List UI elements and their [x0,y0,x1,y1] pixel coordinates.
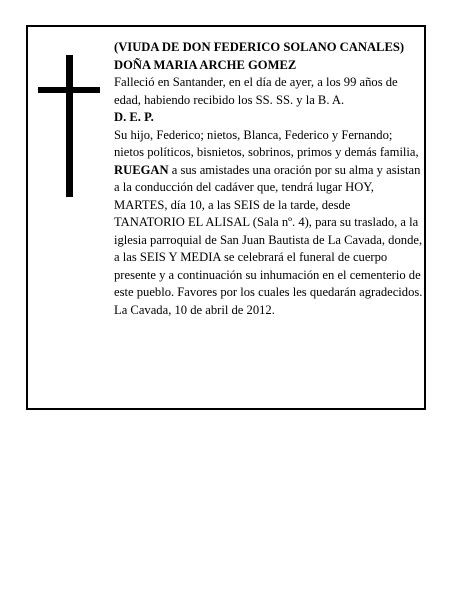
ruegan-label: RUEGAN [114,162,169,177]
place-date: La Cavada, 10 de abril de 2012. [114,302,275,317]
family-members: Su hijo, Federico; nietos, Blanca, Federico y Fernando; nietos políticos, bisnietos, sobrinos, primos y demás familia, [114,127,419,159]
ruegan-text: a sus amistades una oración por su alma y asistan a la conducción del cadáver que, tendrá lugar HOY, MARTES, día 10, a las SEIS de la tarde, desde TANATORIO EL ALISAL (Sala nº. 4), para su traslado, a la iglesia parroquial de San Juan Bautista de La Cavada, donde, a las SEIS Y MEDIA se celebrará el funeral de cuerpo presente y a continuación su inhumación en el cementerio de este pueblo. Favores por los cuales les quedarán agradecidos. [114,162,423,299]
deceased-name: DOÑA MARIA ARCHE GOMEZ [114,57,297,72]
cross-vertical-bar [66,55,73,197]
dep-line: D. E. P. [114,110,154,124]
cross-horizontal-bar [38,87,100,93]
obituary-notice [26,25,426,410]
widow-of-line: (VIUDA DE DON FEDERICO SOLANO CANALES) [114,40,405,54]
obituary-text [114,39,424,319]
death-statement: Falleció en Santander, en el día de ayer, a los 99 años de edad, habiendo recibido los SS. SS. y la B. A. [114,75,398,107]
ruegan-paragraph [114,162,424,302]
